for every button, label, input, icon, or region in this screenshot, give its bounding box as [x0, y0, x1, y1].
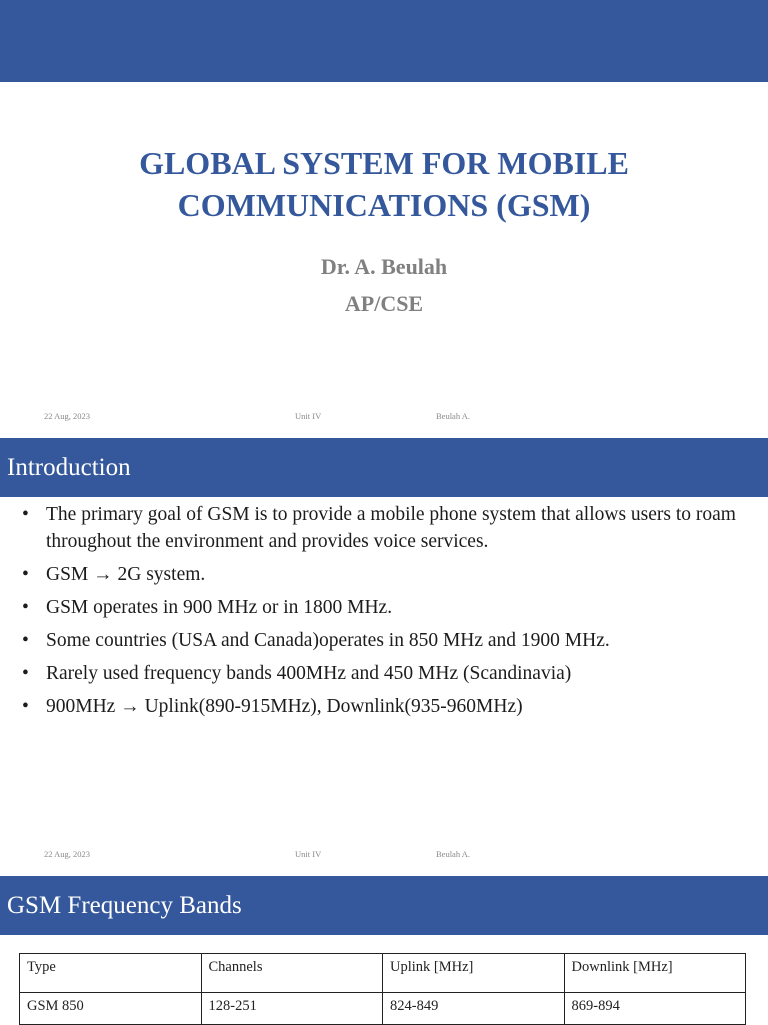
list-item: • Rarely used frequency bands 400MHz and 450 MHz (Scandinavia) [22, 661, 762, 688]
table-header-cell: Channels [201, 954, 383, 993]
bullet-list [22, 502, 762, 727]
table-header-cell: Downlink [MHz] [564, 954, 746, 993]
bullet-dot-icon: • [22, 596, 29, 618]
footer-author: Beulah A. [436, 849, 470, 859]
bullet-dot-icon: • [22, 629, 29, 651]
bullet-dot-icon: • [22, 504, 29, 525]
slide3-header-band [0, 876, 768, 935]
title-line-1: GLOBAL SYSTEM FOR MOBILE [139, 145, 629, 181]
slide1-header-band [0, 0, 768, 82]
list-item: • GSM → 2G system. [22, 562, 762, 589]
slide2-heading: Introduction [7, 454, 131, 481]
bullet-dot-icon: • [22, 563, 29, 585]
table-cell: 824-849 [383, 993, 565, 1025]
author-department: AP/CSE [344, 291, 424, 316]
title-line-2: COMMUNICATIONS (GSM) [177, 187, 591, 223]
author-name: Dr. A. Beulah [320, 254, 448, 279]
slide2-header-band [0, 438, 768, 497]
frequency-bands-table [19, 953, 746, 1025]
table-header-cell: Type [20, 954, 202, 993]
footer-author: Beulah A. [436, 411, 470, 421]
footer-date: 22 Aug, 2023 [44, 849, 91, 859]
bullet-dot-icon: • [22, 695, 29, 717]
list-item: • The primary goal of GSM is to provide a mobile phone system that allows users to roam throughout the environment and provides voice services. [22, 504, 736, 552]
table-cell: GSM 850 [20, 993, 202, 1025]
footer-unit: Unit IV [295, 849, 322, 859]
table-header-row [20, 954, 746, 993]
table-cell: 869-894 [564, 993, 746, 1025]
slide-title [0, 142, 768, 226]
table-header-cell: Uplink [MHz] [383, 954, 565, 993]
table-cell: 128-251 [201, 993, 383, 1025]
list-item: • GSM operates in 900 MHz or in 1800 MHz. [22, 595, 762, 622]
list-item: • Some countries (USA and Canada)operates in 850 MHz and 1900 MHz. [22, 628, 762, 655]
footer-unit: Unit IV [295, 411, 322, 421]
slide3-heading: GSM Frequency Bands [7, 892, 242, 919]
table-row [20, 993, 746, 1025]
bullet-dot-icon: • [22, 662, 29, 684]
list-item: • 900MHz → Uplink(890-915MHz), Downlink(935-960MHz) [22, 694, 762, 721]
footer-date: 22 Aug, 2023 [44, 411, 91, 421]
